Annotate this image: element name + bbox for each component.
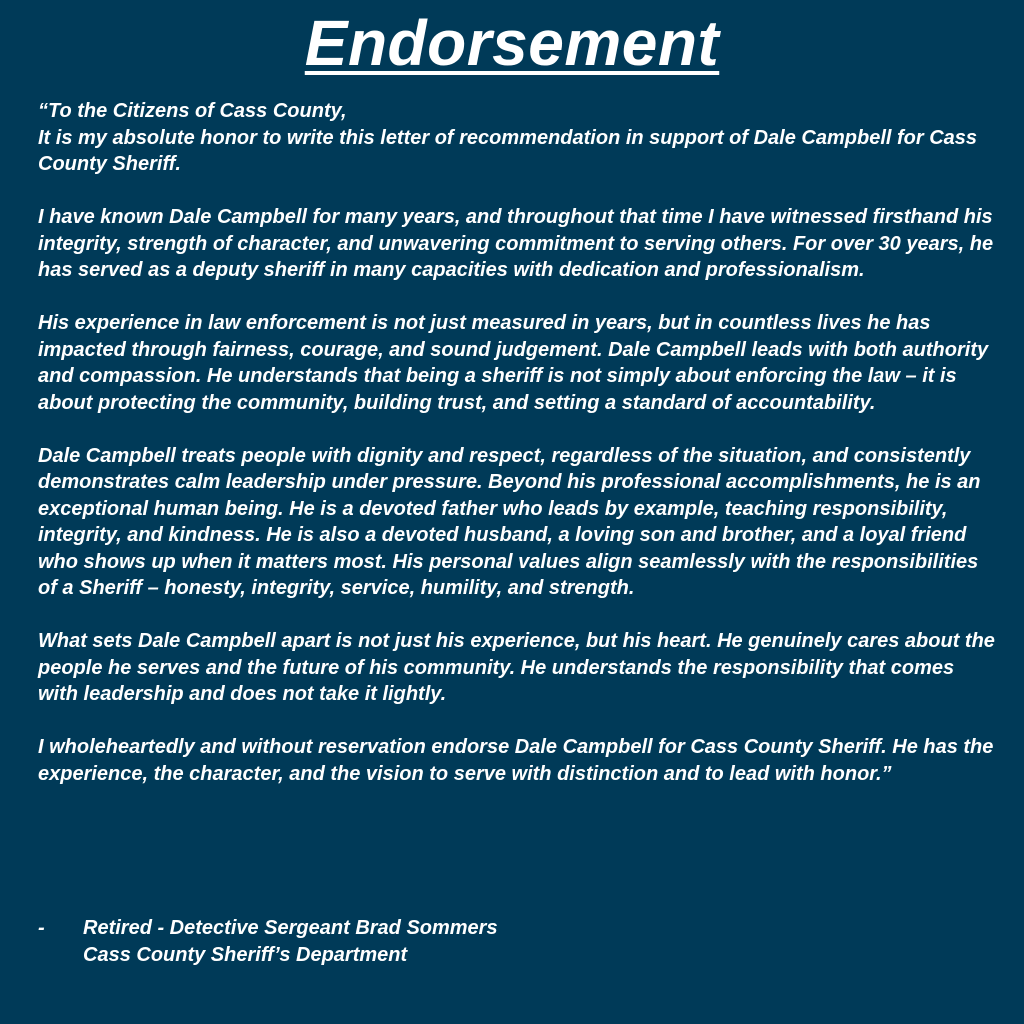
letter-paragraph: His experience in law enforcement is not just measured in years, but in countless lives he has impacted through fairness, courage, and sound judgement. Dale Campbell leads with both authority and compassion. He understands that being a sheriff is not simply about enforcing the law – it is about protecting the community, building trust, and setting a standard of accountability. bbox=[38, 312, 989, 414]
signature-lines bbox=[83, 915, 498, 968]
signature-department: Cass County Sheriff’s Department bbox=[83, 943, 408, 966]
signature-dash: - bbox=[38, 917, 45, 939]
letter-paragraph: I wholeheartedly and without reservation endorse Dale Campbell for Cass County Sheriff. He has the experience, the character, and the vision to serve with distinction and to lead with honor.” bbox=[38, 736, 994, 785]
page-title: Endorsement bbox=[304, 7, 720, 79]
letter-paragraph: I have known Dale Campbell for many years, and throughout that time I have witnessed firsthand his integrity, strength of character, and unwavering commitment to serving others. For over 30 years, he has served as a deputy sheriff in many capacities with dedication and professionalism. bbox=[38, 206, 994, 281]
letter-paragraph-intro: It is my absolute honor to write this letter of recommendation in support of Dale Campbell for Cass County Sheriff. bbox=[38, 126, 978, 175]
letter-opening bbox=[38, 98, 998, 178]
letter-body bbox=[38, 98, 998, 814]
letter-paragraph: What sets Dale Campbell apart is not just his experience, but his heart. He genuinely cares about the people he serves and the future of his community. He understands the responsibility that comes with leadership and does not take it lightly. bbox=[38, 630, 995, 705]
letter-salutation: “To the Citizens of Cass County, bbox=[38, 100, 347, 122]
signature-name-title: Retired - Detective Sergeant Brad Sommers bbox=[83, 917, 498, 939]
letter-paragraph: Dale Campbell treats people with dignity and respect, regardless of the situation, and consistently demonstrates calm leadership under pressure. Beyond his professional accomplishments, he is an exceptional human being. He is a devoted father who leads by example, teaching responsibility, integrity, and kindness. He is also a devoted husband, a loving son and brother, and a loyal friend who shows up when it matters most. His personal values align seamlessly with the responsibilities of a Sheriff – honesty, integrity, service, humility, and strength. bbox=[38, 444, 981, 599]
